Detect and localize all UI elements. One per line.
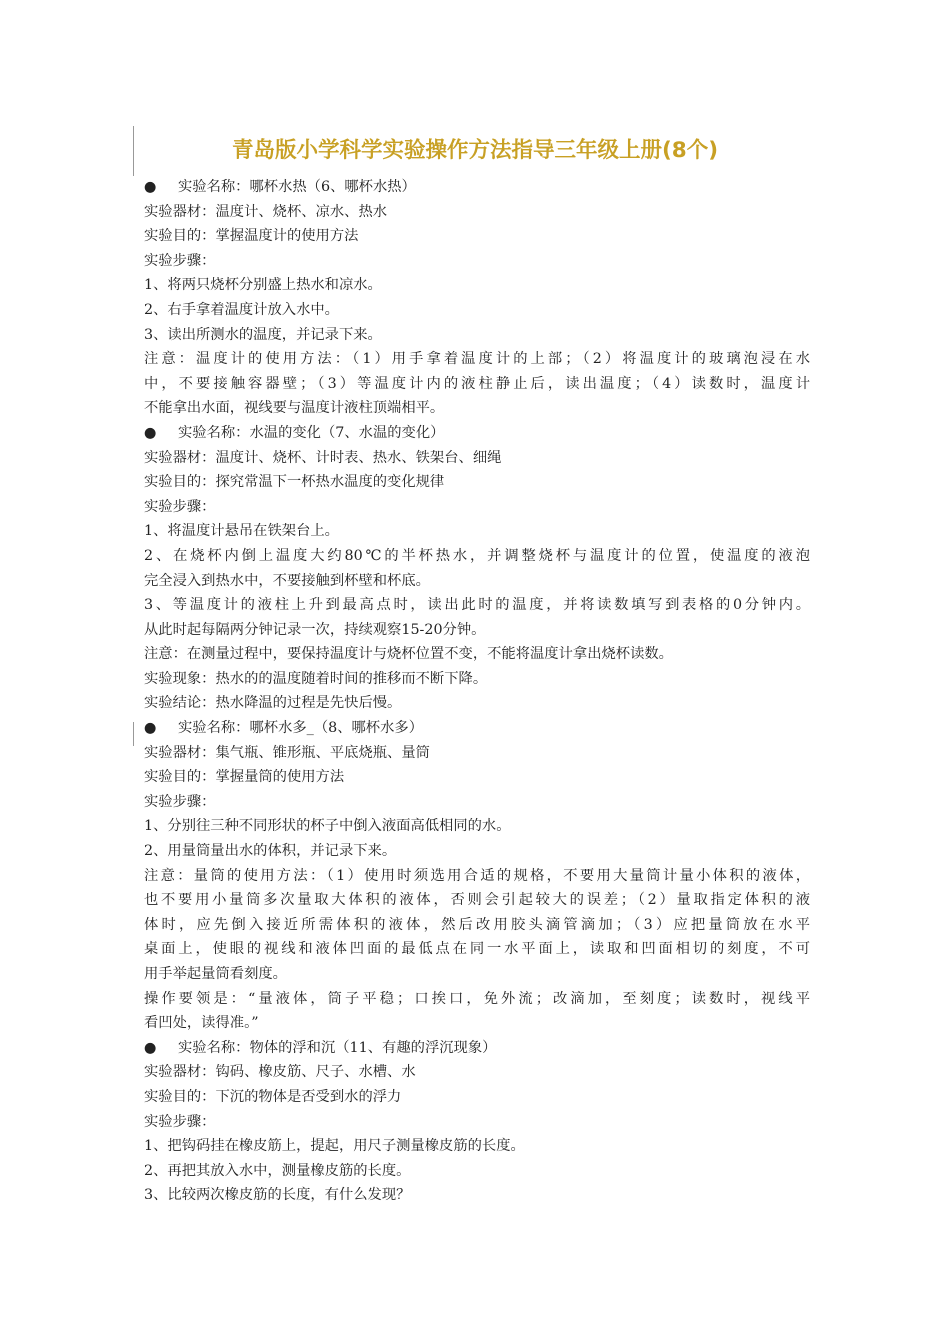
text-line: 1、分别往三种不同形状的杯子中倒入液面高低相同的水。 — [144, 818, 511, 835]
document-title: 青岛版小学科学实验操作方法指导三年级上册(8个) — [231, 138, 719, 163]
text-line: 2、再把其放入水中，测量橡皮筋的长度。 — [144, 1162, 411, 1179]
text-line: 2、用量筒量出水的体积，并记录下来。 — [144, 843, 397, 860]
bullet-icon: ● — [144, 720, 157, 737]
text-line: 体时，应先倒入接近所需体积的液体，然后改用胶头滴管滴加；（3）应把量筒放在水平 — [144, 916, 810, 933]
text-line: 注意：在测量过程中，要保持温度计与烧杯位置不变，不能将温度计拿出烧杯读数。 — [144, 646, 673, 663]
experiment-heading-line — [144, 1036, 810, 1061]
text-line: 看凹处，读得准。” — [144, 1015, 259, 1032]
text-line: 实验步骤： — [144, 1113, 216, 1130]
text-line: 实验目的：掌握量筒的使用方法 — [144, 769, 345, 786]
experiment-heading-text: 实验名称：水温的变化（7、水温的变化） — [178, 424, 445, 441]
text-line: 实验步骤： — [144, 498, 216, 515]
text-line: 中，不要接触容器壁；（3）等温度计内的液柱静止后，读出温度；（4）读数时，温度计 — [144, 375, 810, 392]
experiment-heading-line — [144, 175, 810, 200]
text-line: 不能拿出水面，视线要与温度计液柱顶端相平。 — [144, 400, 445, 417]
text-line: 实验目的：掌握温度计的使用方法 — [144, 228, 359, 245]
text-line: 1、将两只烧杯分别盛上热水和凉水。 — [144, 277, 382, 294]
experiment-heading-text: 实验名称：哪杯水多_（8、哪杯水多） — [178, 720, 423, 737]
text-line: 也不要用小量筒多次量取大体积的液体，否则会引起较大的误差；（2）量取指定体积的液 — [144, 892, 810, 909]
text-line: 2、在烧杯内倒上温度大约80℃的半杯热水，并调整烧杯与温度计的位置，使温度的液泡 — [144, 547, 810, 564]
text-line: 1、把钩码挂在橡皮筋上，提起，用尺子测量橡皮筋的长度。 — [144, 1138, 525, 1155]
document-body — [144, 175, 810, 1208]
bullet-icon: ● — [144, 424, 157, 441]
text-line: 实验器材：温度计、烧杯、凉水、热水 — [144, 203, 388, 220]
experiment-heading-text: 实验名称：哪杯水热（6、哪杯水热） — [178, 179, 416, 195]
margin-marker — [133, 722, 134, 746]
text-line: 实验器材：钩码、橡皮筋、尺子、水槽、水 — [144, 1064, 416, 1081]
text-line: 实验目的：下沉的物体是否受到水的浮力 — [144, 1088, 402, 1105]
text-line: 完全浸入到热水中，不要接触到杯壁和杯底。 — [144, 572, 430, 589]
text-line: 实验步骤： — [144, 793, 216, 810]
text-line: 桌面上，使眼的视线和液体凹面的最低点在同一水平面上，读取和凹面相切的刻度，不可 — [144, 941, 810, 958]
text-line: 从此时起每隔两分钟记录一次，持续观察15-20分钟。 — [144, 621, 486, 638]
text-line: 实验结论：热水降温的过程是先快后慢。 — [144, 695, 402, 712]
text-line: 实验步骤： — [144, 252, 216, 269]
bullet-icon: ● — [144, 1039, 157, 1056]
experiment-heading-line — [144, 421, 810, 446]
experiment-heading-line — [144, 716, 810, 741]
text-line: 实验目的：探究常温下一杯热水温度的变化规律 — [144, 474, 445, 491]
text-line: 实验器材：温度计、烧杯、计时表、热水、铁架台、细绳 — [144, 449, 502, 466]
text-line: 实验器材：集气瓶、锥形瓶、平底烧瓶、量筒 — [144, 744, 430, 761]
text-line: 1、将温度计悬吊在铁架台上。 — [144, 523, 339, 540]
text-line: 注意：温度计的使用方法：（1）用手拿着温度计的上部；（2）将温度计的玻璃泡浸在水 — [144, 351, 810, 368]
text-line: 3、等温度计的液柱上升到最高点时，读出此时的温度，并将读数填写到表格的0分钟内。 — [144, 597, 810, 614]
bullet-icon: ● — [144, 179, 157, 195]
text-line: 3、比较两次橡皮筋的长度，有什么发现？ — [144, 1187, 411, 1204]
text-line: 操作要领是：“量液体，筒子平稳；口挨口，免外流；改滴加，至刻度；读数时，视线平 — [144, 990, 810, 1007]
text-line: 2、右手拿着温度计放入水中。 — [144, 301, 339, 318]
experiment-heading-text: 实验名称：物体的浮和沉（11、有趣的浮沉现象） — [178, 1039, 497, 1056]
text-line: 3、读出所测水的温度，并记录下来。 — [144, 326, 382, 343]
text-line: 实验现象：热水的的温度随着时间的推移而不断下降。 — [144, 670, 488, 687]
text-line: 注意：量筒的使用方法：（1）使用时须选用合适的规格，不要用大量筒计量小体积的液体， — [144, 867, 810, 884]
text-line: 用手举起量筒看刻度。 — [144, 966, 287, 982]
